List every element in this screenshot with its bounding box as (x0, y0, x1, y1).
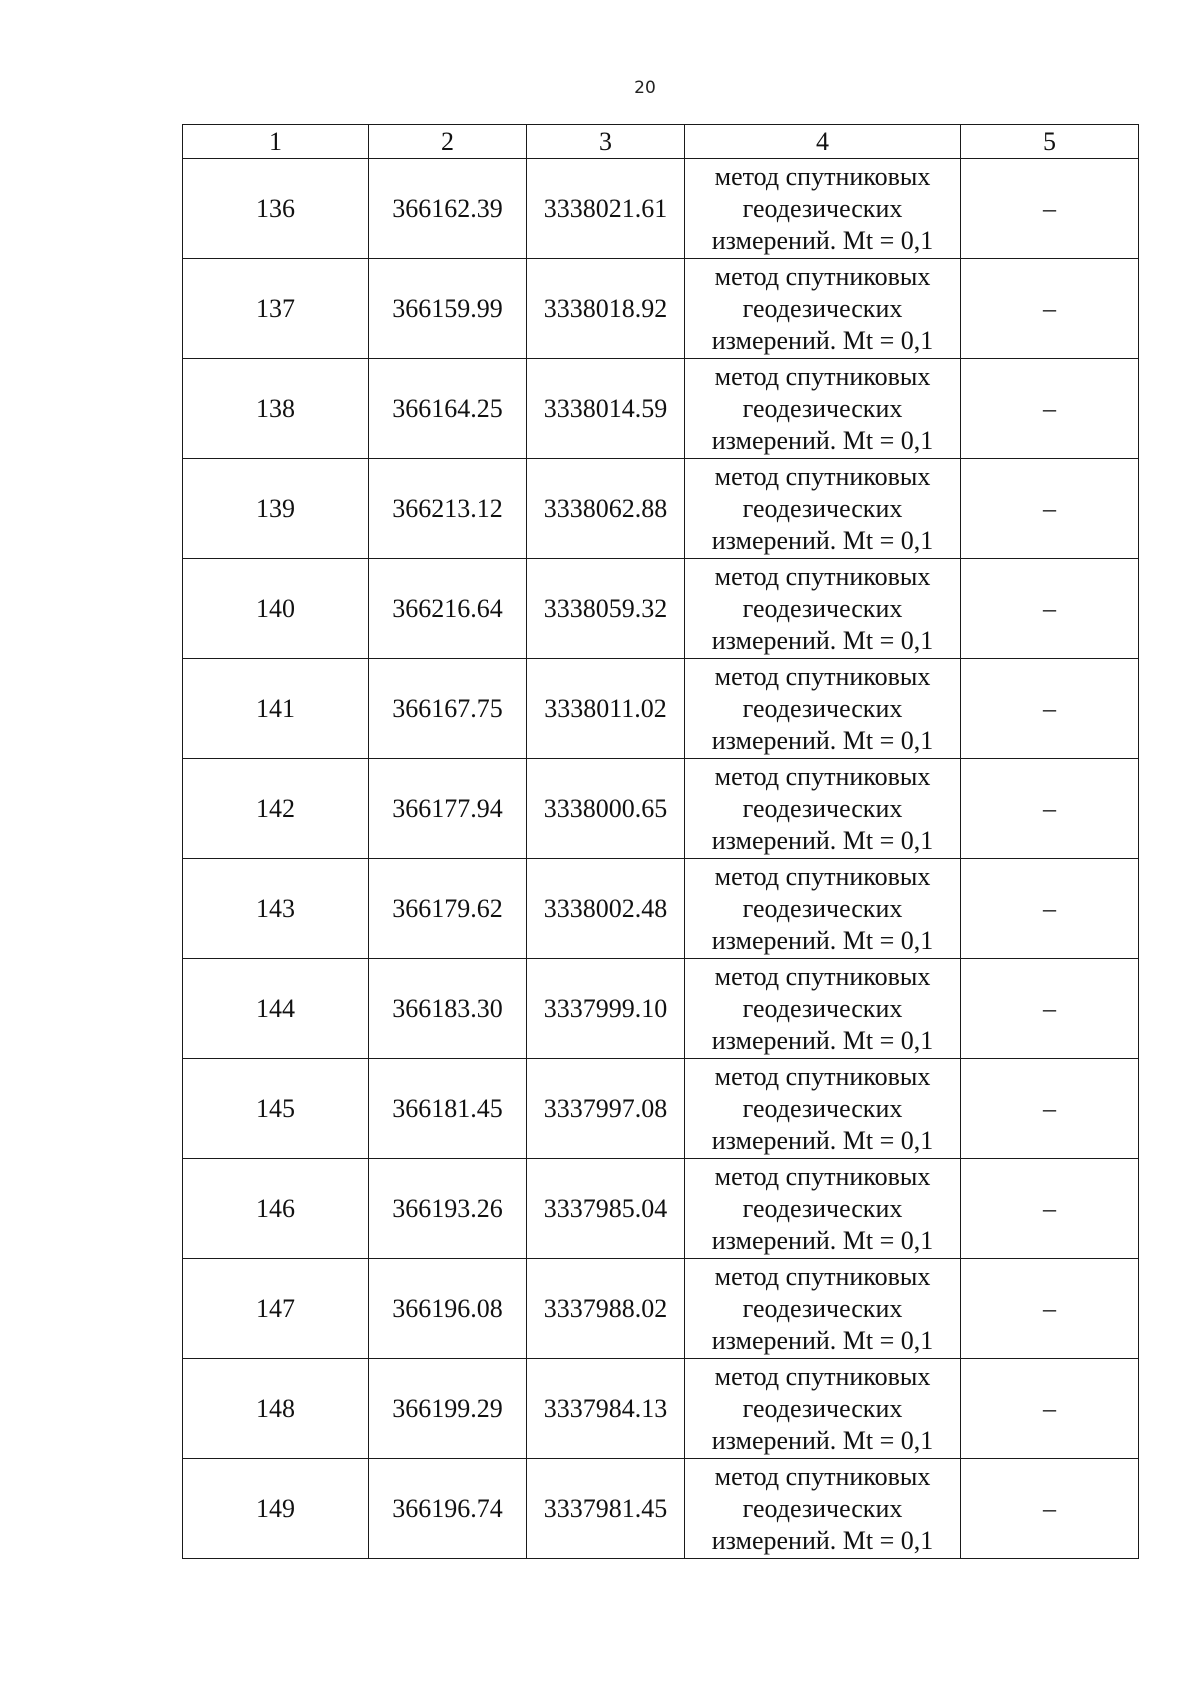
y-coordinate-cell: 3338000.65 (527, 759, 685, 859)
point-number-cell: 141 (183, 659, 369, 759)
table-row (183, 459, 1139, 559)
method-cell (685, 1459, 961, 1559)
header-col-2: 2 (369, 125, 527, 159)
method-cell (685, 759, 961, 859)
x-coordinate-cell: 366216.64 (369, 559, 527, 659)
method-cell (685, 1059, 961, 1159)
method-line: геодезических (742, 1193, 903, 1223)
method-line: метод спутниковых (714, 1061, 931, 1091)
method-cell (685, 259, 961, 359)
table-row (183, 359, 1139, 459)
method-line: метод спутниковых (714, 361, 931, 391)
header-col-3: 3 (527, 125, 685, 159)
point-number-cell: 137 (183, 259, 369, 359)
method-line: измерений. Mt = 0,1 (711, 525, 934, 555)
header-col-4: 4 (685, 125, 961, 159)
method-line: метод спутниковых (714, 1161, 931, 1191)
table-body (183, 159, 1139, 1559)
method-line: геодезических (742, 193, 903, 223)
y-coordinate-cell: 3338011.02 (527, 659, 685, 759)
table-row (183, 1359, 1139, 1459)
method-line: метод спутниковых (714, 161, 931, 191)
note-cell: – (961, 459, 1139, 559)
x-coordinate-cell: 366179.62 (369, 859, 527, 959)
method-line: метод спутниковых (714, 1261, 931, 1291)
y-coordinate-cell: 3337984.13 (527, 1359, 685, 1459)
point-number-cell: 140 (183, 559, 369, 659)
method-line: измерений. Mt = 0,1 (711, 1425, 934, 1455)
method-line: измерений. Mt = 0,1 (711, 325, 934, 355)
method-cell (685, 1259, 961, 1359)
y-coordinate-cell: 3337985.04 (527, 1159, 685, 1259)
method-line: измерений. Mt = 0,1 (711, 1025, 934, 1055)
y-coordinate-cell: 3338021.61 (527, 159, 685, 259)
x-coordinate-cell: 366193.26 (369, 1159, 527, 1259)
method-cell (685, 1359, 961, 1459)
table-row (183, 959, 1139, 1059)
y-coordinate-cell: 3338062.88 (527, 459, 685, 559)
method-line: метод спутниковых (714, 1361, 931, 1391)
table-row (183, 1059, 1139, 1159)
method-line: измерений. Mt = 0,1 (711, 925, 934, 955)
table-row (183, 659, 1139, 759)
y-coordinate-cell: 3338002.48 (527, 859, 685, 959)
method-line: метод спутниковых (714, 961, 931, 991)
table-row (183, 559, 1139, 659)
method-line: геодезических (742, 1093, 903, 1123)
method-line: метод спутниковых (714, 761, 931, 791)
y-coordinate-cell: 3337988.02 (527, 1259, 685, 1359)
table-row (183, 1259, 1139, 1359)
x-coordinate-cell: 366196.08 (369, 1259, 527, 1359)
note-cell: – (961, 1259, 1139, 1359)
note-cell: – (961, 859, 1139, 959)
point-number-cell: 143 (183, 859, 369, 959)
method-line: измерений. Mt = 0,1 (711, 1225, 934, 1255)
table-header-row (183, 125, 1139, 159)
method-line: измерений. Mt = 0,1 (711, 1525, 934, 1555)
method-line: метод спутниковых (714, 861, 931, 891)
note-cell: – (961, 559, 1139, 659)
method-cell (685, 859, 961, 959)
method-line: измерений. Mt = 0,1 (711, 1125, 934, 1155)
x-coordinate-cell: 366181.45 (369, 1059, 527, 1159)
method-cell (685, 659, 961, 759)
method-cell (685, 459, 961, 559)
method-line: измерений. Mt = 0,1 (711, 225, 934, 255)
note-cell: – (961, 659, 1139, 759)
method-line: геодезических (742, 1493, 903, 1523)
note-cell: – (961, 759, 1139, 859)
method-line: метод спутниковых (714, 661, 931, 691)
method-line: геодезических (742, 1393, 903, 1423)
method-line: геодезических (742, 993, 903, 1023)
header-col-5: 5 (961, 125, 1139, 159)
point-number-cell: 145 (183, 1059, 369, 1159)
method-cell (685, 1159, 961, 1259)
method-line: геодезических (742, 793, 903, 823)
x-coordinate-cell: 366177.94 (369, 759, 527, 859)
method-line: метод спутниковых (714, 261, 931, 291)
note-cell: – (961, 1459, 1139, 1559)
coordinates-table (182, 124, 1139, 1559)
method-line: измерений. Mt = 0,1 (711, 725, 934, 755)
table-row (183, 759, 1139, 859)
method-line: геодезических (742, 1293, 903, 1323)
x-coordinate-cell: 366164.25 (369, 359, 527, 459)
x-coordinate-cell: 366162.39 (369, 159, 527, 259)
method-line: метод спутниковых (714, 461, 931, 491)
point-number-cell: 144 (183, 959, 369, 1059)
method-line: метод спутниковых (714, 1461, 931, 1491)
point-number-cell: 136 (183, 159, 369, 259)
y-coordinate-cell: 3337981.45 (527, 1459, 685, 1559)
method-cell (685, 159, 961, 259)
method-line: измерений. Mt = 0,1 (711, 825, 934, 855)
table-row (183, 1159, 1139, 1259)
y-coordinate-cell: 3338059.32 (527, 559, 685, 659)
method-cell (685, 959, 961, 1059)
method-line: геодезических (742, 393, 903, 423)
note-cell: – (961, 1359, 1139, 1459)
table-row (183, 259, 1139, 359)
method-line: геодезических (742, 293, 903, 323)
x-coordinate-cell: 366196.74 (369, 1459, 527, 1559)
point-number-cell: 142 (183, 759, 369, 859)
point-number-cell: 139 (183, 459, 369, 559)
point-number-cell: 149 (183, 1459, 369, 1559)
point-number-cell: 138 (183, 359, 369, 459)
method-line: геодезических (742, 493, 903, 523)
y-coordinate-cell: 3337999.10 (527, 959, 685, 1059)
point-number-cell: 147 (183, 1259, 369, 1359)
method-line: геодезических (742, 693, 903, 723)
note-cell: – (961, 359, 1139, 459)
method-cell (685, 359, 961, 459)
page-number: 20 (634, 78, 656, 98)
header-col-1: 1 (183, 125, 369, 159)
method-line: геодезических (742, 893, 903, 923)
note-cell: – (961, 259, 1139, 359)
table-row (183, 159, 1139, 259)
x-coordinate-cell: 366159.99 (369, 259, 527, 359)
note-cell: – (961, 1059, 1139, 1159)
table-row (183, 1459, 1139, 1559)
point-number-cell: 148 (183, 1359, 369, 1459)
method-line: геодезических (742, 593, 903, 623)
method-cell (685, 559, 961, 659)
method-line: измерений. Mt = 0,1 (711, 625, 934, 655)
method-line: измерений. Mt = 0,1 (711, 1325, 934, 1355)
point-number-cell: 146 (183, 1159, 369, 1259)
method-line: измерений. Mt = 0,1 (711, 425, 934, 455)
note-cell: – (961, 1159, 1139, 1259)
y-coordinate-cell: 3337997.08 (527, 1059, 685, 1159)
x-coordinate-cell: 366183.30 (369, 959, 527, 1059)
y-coordinate-cell: 3338014.59 (527, 359, 685, 459)
method-line: метод спутниковых (714, 561, 931, 591)
y-coordinate-cell: 3338018.92 (527, 259, 685, 359)
note-cell: – (961, 159, 1139, 259)
note-cell: – (961, 959, 1139, 1059)
x-coordinate-cell: 366167.75 (369, 659, 527, 759)
x-coordinate-cell: 366213.12 (369, 459, 527, 559)
x-coordinate-cell: 366199.29 (369, 1359, 527, 1459)
table-row (183, 859, 1139, 959)
